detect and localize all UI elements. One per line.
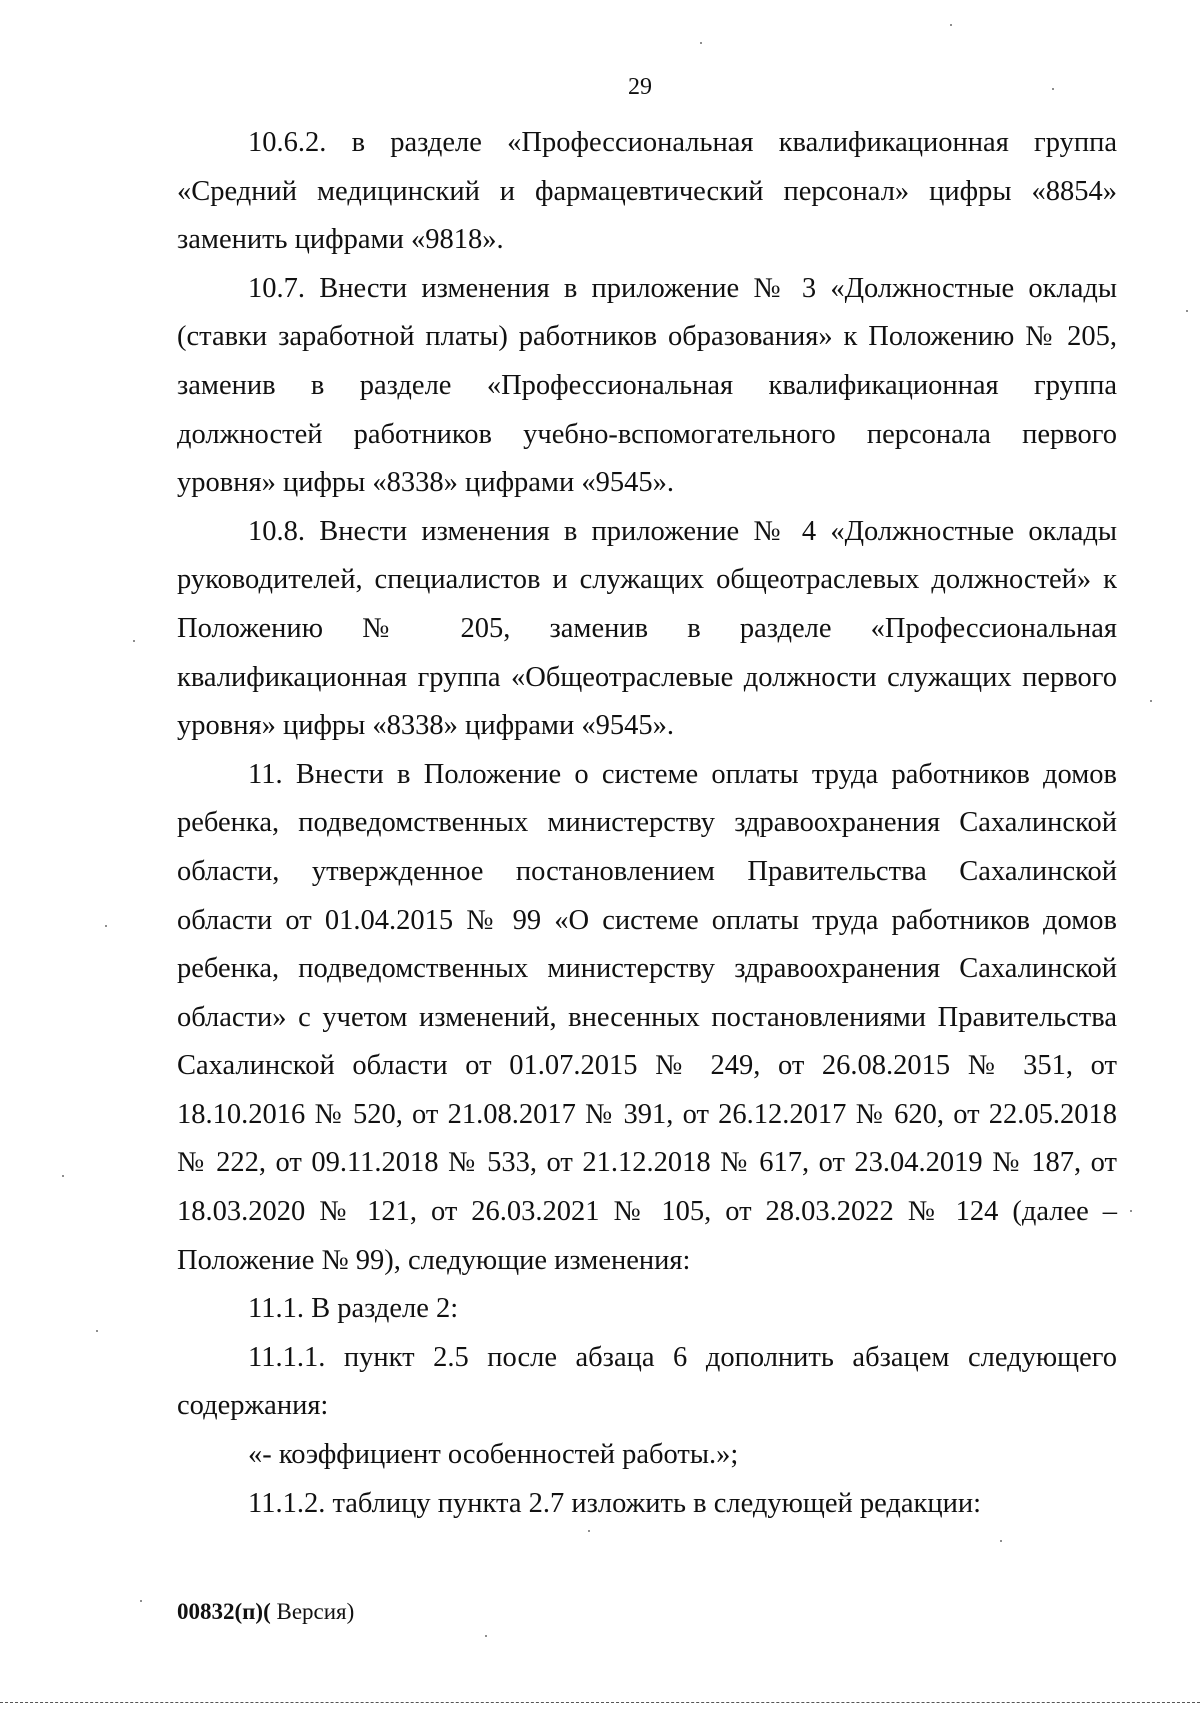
document-code: 00832(п)(	[177, 1599, 271, 1624]
paragraph-10-6-2: 10.6.2. в разделе «Профессиональная квалификационная группа «Средний медицинский и фармацевтический персонал» цифры «8854» заменить цифрами «9818».	[177, 127, 1117, 256]
paragraph-11-1-2: 11.1.2. таблицу пункта 2.7 изложить в следующей редакции:	[248, 1487, 982, 1519]
paragraph-11-1: 11.1. В разделе 2:	[248, 1293, 459, 1325]
scan-speck	[485, 1635, 487, 1637]
document-footer	[177, 1599, 354, 1625]
scan-speck	[1052, 88, 1054, 90]
paragraph-quote: «- коэффициент особенностей работы.»;	[248, 1439, 739, 1471]
paragraph-10-7: 10.7. Внести изменения в приложение № 3 «Должностные оклады (ставки заработной платы) работников образования» к Положению № 205, заменив в разделе «Профессиональная квалификационная группа должностей работников учебно-вспомогательного персонала первого уровня» цифры «8338» цифрами «9545».	[177, 272, 1117, 499]
page-number: 29	[628, 74, 652, 100]
document-version: Версия)	[270, 1599, 355, 1624]
scan-speck	[1000, 1540, 1002, 1542]
scan-speck	[62, 1175, 64, 1177]
scan-speck	[1186, 310, 1188, 312]
scan-speck	[950, 24, 952, 26]
scan-speck	[140, 1600, 142, 1602]
scan-edge-line	[0, 1702, 1200, 1703]
paragraph-10-8: 10.8. Внести изменения в приложение № 4 «Должностные оклады руководителей, специалистов и служащих общеотраслевых должностей» к Положению № 205, заменив в разделе «Профессиональная квалификационная группа «Общеотраслевые должности служащих первого уровня» цифры «8338» цифрами «9545».	[177, 515, 1117, 742]
scan-speck	[96, 1330, 98, 1332]
paragraph-11-1-1: 11.1.1. пункт 2.5 после абзаца 6 дополнить абзацем следующего содержания:	[177, 1341, 1117, 1422]
document-body	[177, 119, 1117, 1528]
scan-speck	[1130, 1210, 1132, 1212]
scan-speck	[700, 42, 702, 44]
scan-speck	[133, 640, 135, 642]
scan-speck	[1150, 700, 1152, 702]
paragraph-11: 11. Внести в Положение о системе оплаты труда работников домов ребенка, подведомственных министерству здравоохранения Сахалинской области, утвержденное постановлением Правительства Сахалинской области от 01.04.2015 № 99 «О системе оплаты труда работников домов ребенка, подведомственных министерству здравоохранения Сахалинской области» с учетом изменений, внесенных постановлениями Правительства Сахалинской области от 01.07.2015 № 249, от 26.08.2015 № 351, от 18.10.2016 № 520, от 21.08.2017 № 391, от 26.12.2017 № 620, от 22.05.2018 № 222, от 09.11.2018 № 533, от 21.12.2018 № 617, от 23.04.2019 № 187, от 18.03.2020 № 121, от 26.03.2021 № 105, от 28.03.2022 № 124 (далее – Положение № 99), следующие изменения:	[177, 758, 1117, 1276]
scan-speck	[105, 925, 107, 927]
scan-speck	[588, 1530, 590, 1532]
